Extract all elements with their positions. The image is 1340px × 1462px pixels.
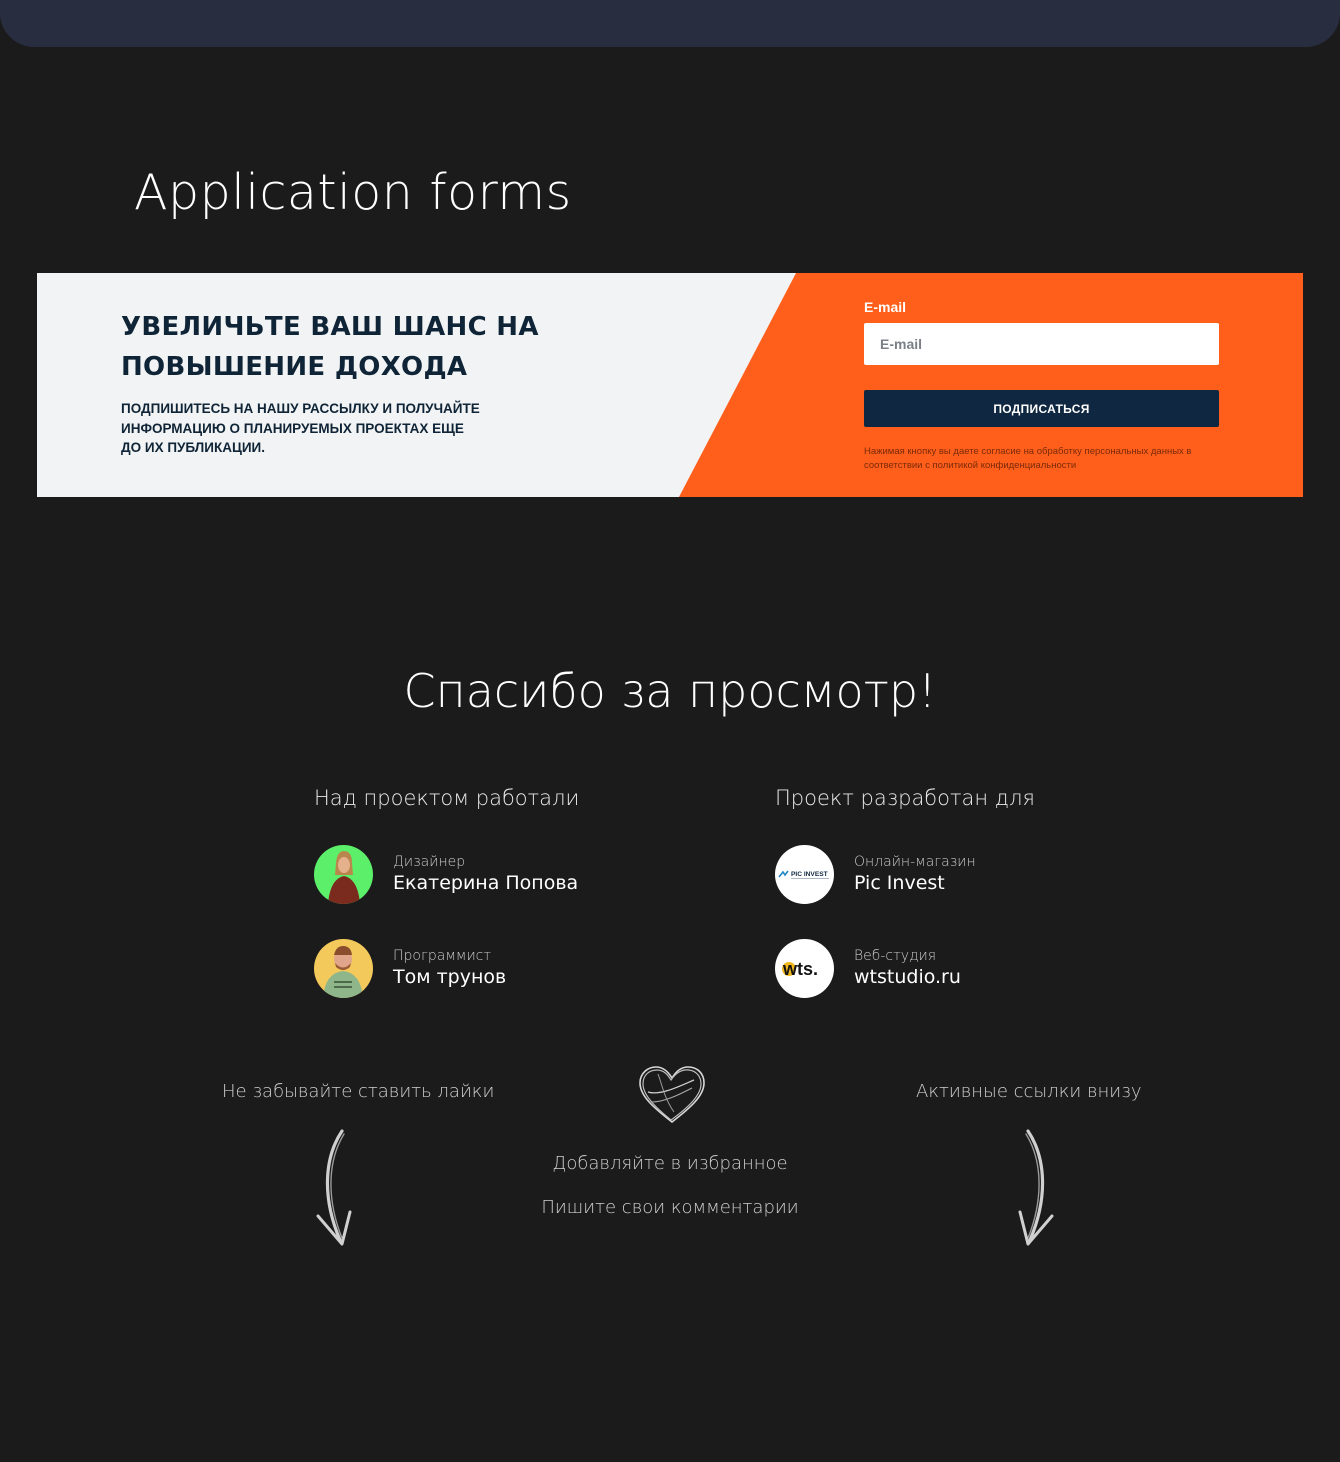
thanks-title: Спасибо за просмотр! [403, 664, 937, 718]
links-hint: Активные ссылки внизу [916, 1081, 1142, 1102]
arrow-down-right-icon [1010, 1128, 1060, 1252]
designer-avatar [314, 845, 373, 904]
pic-invest-logo [775, 845, 834, 904]
subscribe-banner [37, 273, 1303, 497]
email-field[interactable] [864, 323, 1219, 365]
favorites-hint: Добавляйте в избранное [552, 1153, 788, 1174]
member-role: Программист [393, 948, 492, 964]
member-name: Екатерина Попова [393, 872, 579, 894]
team-member-programmer[interactable] [314, 939, 506, 998]
subscribe-button[interactable]: ПОДПИСАТЬСЯ [864, 390, 1219, 427]
member-role: Дизайнер [393, 854, 466, 870]
team-title: Над проектом работали [314, 786, 580, 810]
client-title: Проект разработан для [775, 786, 1035, 810]
pic-invest-logo-text: PIC INVEST [791, 871, 828, 878]
client-role: Веб-студия [854, 948, 937, 964]
programmer-avatar [314, 939, 373, 998]
arrow-down-left-icon [310, 1128, 360, 1252]
comments-hint: Пишите свои комментарии [541, 1197, 799, 1218]
member-name: Том трунов [393, 966, 507, 988]
banner-heading: УВЕЛИЧЬТЕ ВАШ ШАНС НА ПОВЫШЕНИЕ ДОХОДА [121, 312, 539, 382]
wts-logo-text: wts. [783, 959, 819, 979]
consent-text: Нажимая кнопку вы даете согласие на обработку персональных данных в соответствии с политикой конфиденциальности [864, 446, 1192, 471]
client-wts[interactable] [775, 939, 961, 998]
section-title: Application forms [134, 164, 572, 221]
heart-icon [634, 1062, 710, 1128]
likes-hint: Не забывайте ставить лайки [222, 1081, 495, 1102]
client-pic-invest[interactable] [775, 845, 976, 904]
client-name: wtstudio.ru [854, 966, 961, 988]
email-label: E-mail [864, 299, 907, 315]
banner-subtext: ПОДПИШИТЕСЬ НА НАШУ РАССЫЛКУ И ПОЛУЧАЙТЕ ИНФОРМАЦИЮ О ПЛАНИРУЕМЫХ ПРОЕКТАХ ЕЩЕ ДО ИХ ПУБЛИКАЦИИ. [121, 401, 480, 455]
client-name: Pic Invest [854, 872, 945, 894]
client-role: Онлайн-магазин [854, 854, 976, 870]
top-panel [0, 0, 1340, 47]
wts-logo [775, 939, 834, 998]
team-member-designer[interactable] [314, 845, 578, 904]
